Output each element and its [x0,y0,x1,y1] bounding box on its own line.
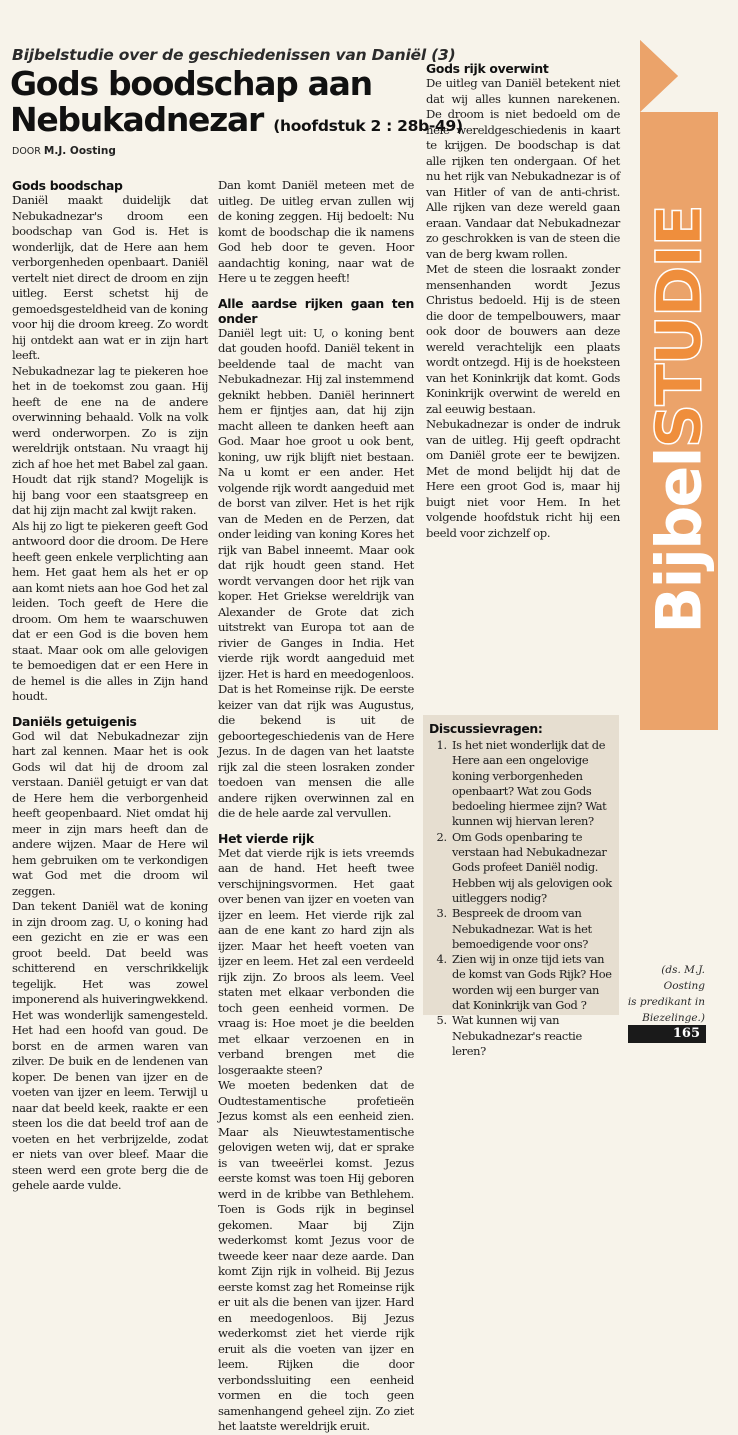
author-name: M.J. Oosting [43,145,116,157]
discussion-question: 2. Om Gods openbaring te verstaan had Nebukadnezar Gods profeet Daniël nodig. Hebben wij als gelovigen ook uitleggers nodig? [450,830,615,906]
tab-chevron-icon [640,40,718,112]
section-heading: Gods boodschap [12,178,123,193]
paragraph: Met de steen die losraakt zonder mensenhanden wordt Jezus Christus bedoeld. Hij is de steen die door de tempelbouwers, maar ook door de bouwers aan deze wereld verachtelijk een plaats wordt ontzegd. Hij is de hoeksteen van het Koninkrijk dat komt. Gods Koninkrijk overwint de wereld en zal eeuwig bestaan. [426,262,620,416]
paragraph: Dan komt Daniël meteen met de uitleg. De uitleg ervan zullen wij de koning zeggen. Hij bedoelt: Nu komt de boodschap die ik namens God heb door te geven. Hoor aandachtig koning, naar wat de Here u te zeggen heeft! [218,178,414,285]
section-heading: Daniëls getuigenis [12,713,137,729]
paragraph: Met dat vierde rijk is iets vreemds aan de hand. Het heeft twee verschijningsvormen. Het gaat over benen van ijzer en voeten van ijzer en leem. Het vierde rijk zal aan de ene kant zo hard zijn als ijzer. Maar het heeft voeten van ijzer en leem. Het zal een verdeeld rijk zijn. Zo broos als leem. Veel staten met elkaar verbonden die toch geen eenheid vormen. De vraag is: Hoe moet je die beelden met elkaar verzoenen en in verband brengen met die losgeraakte steen? [218,845,414,1077]
discussion-question: 3. Bespreek de droom van Nebukadnezar. Wat is het bemoedigende voor ons? [450,906,615,952]
paragraph: Daniël legt uit: U, o koning bent dat gouden hoofd. Daniël tekent in beeldende taal de macht van Nebukadnezar. Hij zal instemmend geknikt hebben. Daniël herinnert hem er fijntjes aan, dat hij zijn macht alleen te danken heeft aan God. Maar hoe groot u ook bent, koning, uw rijk blijft niet bestaan. Na u komt er een ander. Het volgende rijk wordt aangeduid met de borst van zilver. Het is het rijk van de Meden en de Perzen, dat onder leiding van koning Kores het rijk van Babel inneemt. Maar ook dat rijk houdt geen stand. Het wordt vervangen door het rijk van koper. Het Griekse wereldrijk van Alexander de Grote dat zich uitstrekt van Europa tot aan de rivier de Ganges in India. Het vierde rijk wordt aangeduid met ijzer. Het is hard en meedogenloos. Dat is het Romeinse rijk. De eerste keizer van dat rijk was Augustus, die bekend is uit de geboortegeschiedenis van de Here Jezus. In de dagen van het laatste rijk zal die steen losraken zonder toedoen van mensen die alle andere rijken overwinnen zal en die de hele aarde zal vervullen. [218,325,414,820]
discussion-list [429,738,615,1059]
section-heading: Gods rijk overwint [426,61,549,76]
column-2 [218,178,414,1435]
credit-line: (ds. M.J. Oosting [661,964,705,992]
paragraph: Daniël maakt duidelijk dat Nebukadnezar's droom een boodschap van God is. Het is wonderlijk, dat de Here aan hem verborgenheden openbaart. Daniël vertelt niet direct de droom en zijn uitleg. Eerst schetst hij de gemoedsgesteldheid van de koning voor hij die droom kreeg. Zo wordt hij ontdekt aan wat er in zijn hart leeft. [12,193,208,362]
chapter-reference: (hoofdstuk 2 : 28b-49) [273,117,463,135]
discussion-question: 5. Wat kunnen wij van Nebukadnezar's reactie leren? [450,1013,615,1059]
credit-line: is predikant in [627,996,705,1008]
column-1 [12,178,208,1194]
credit-line: Biezelinge.) [642,1012,705,1024]
discussion-heading: Discussievragen: [429,721,543,736]
paragraph: Als hij zo ligt te piekeren geeft God antwoord door die droom. De Here heeft geen enkele verplichting aan hem. Het gaat hem als het er op aan komt niets aan hoe God het zal leiden. Toch geeft de Here die droom. Om hem te waarschuwen dat er een God is die boven hem staat. Maar ook om alle gelovigen te bemoedigen dat er een Here in de hemel is die alles in Zijn hand houdt. [12,518,208,703]
column-3 [426,52,620,541]
title-line-2: Nebukadnezar [10,100,263,139]
tab-word-studie: STUDIE [642,206,716,449]
tab-word-bijbel: Bijbel [642,448,716,634]
discussion-box [423,715,619,1058]
byline [12,145,116,157]
section-heading: Het vierde rijk [218,830,314,846]
article-title [10,66,463,144]
paragraph: Nebukadnezar is onder de indruk van de uitleg. Hij geeft opdracht om Daniël grote eer te bewijzen. Met de mond belijdt hij dat de Here een groot God is, maar hij buigt niet voor Hem. In het volgende hoofdstuk richt hij een beeld voor zichzelf op. [426,417,620,540]
paragraph: We moeten bedenken dat de Oudtestamentische profetieën Jezus komst als een eenheid zien. Maar als Nieuwtestamentische gelovigen weten wij, dat er sprake is van tweeërlei komst. Jezus eerste komst was toen Hij geboren werd in de kribbe van Bethlehem. Toen is Gods rijk in beginsel gekomen. Maar bij Zijn wederkomst komt Jezus voor de tweede keer naar deze aarde. Dan komt Zijn rijk in volheid. Bij Jezus eerste komst zag het Romeinse rijk er uit als die benen van ijzer. Hard en meedogenloos. Bij Jezus wederkomst ziet het vierde rijk eruit als die voeten van ijzer en leem. Rijken die door verbondssluiting een eenheid vormen en die toch geen samenhangend geheel zijn. Zo ziet het laatste wereldrijk eruit. [218,1078,414,1433]
author-credit [620,962,705,1026]
byline-prefix: DOOR [12,146,41,157]
section-tab [640,40,718,730]
title-line-1: Gods boodschap aan [10,64,372,103]
page-number-bar [628,1025,706,1043]
paragraph: Nebukadnezar lag te piekeren hoe het in de toekomst zou gaan. Hij heeft de ene na de andere overwinning behaald. Volk na volk werd onderworpen. Zo is zijn wereldrijk ontstaan. Nu vraagt hij zich af hoe het met Babel zal gaan. Houdt dat rijk stand? Mogelijk is hij bang voor een staatsgreep en dat hij zijn macht zal kwijt raken. [12,363,208,517]
page-number: 165 [672,1026,700,1041]
section-heading: Alle aardse rijken gaan ten onder [218,295,414,326]
discussion-question: 4. Zien wij in onze tijd iets van de komst van Gods Rijk? Hoe worden wij een burger van dat Koninkrijk van God ? [450,952,615,1013]
discussion-question: 1. Is het niet wonderlijk dat de Here aan een ongelovige koning verborgenheden openbaart? Wat zou Gods bedoeling hiermee zijn? Wat kunnen wij hiervan leren? [450,738,615,830]
series-kicker: Bijbelstudie over de geschiedenissen van Daniël (3) [12,46,456,64]
paragraph: Dan tekent Daniël wat de koning in zijn droom zag. U, o koning had een gezicht en zie er was een groot beeld. Dat beeld was schitterend en verschrikkelijk tegelijk. Het was zowel imponerend als huiveringwekkend. Het was wonderlijk samengesteld. Het had een hoofd van goud. De borst en de armen waren van zilver. De buik en de lendenen van koper. De benen van ijzer en de voeten van ijzer en leem. Terwijl u naar dat beeld keek, raakte er een steen los die dat beeld trof aan de voeten en het verbrijzelde, zodat er niets van over bleef. Maar die steen werd een grote berg die de gehele aarde vulde. [12,899,208,1192]
section-tab-label [643,206,716,634]
paragraph: De uitleg van Daniël betekent niet dat wij alles kunnen narekenen. De droom is niet bedoeld om de hele wereldgeschiedenis in kaart te krijgen. De boodschap is dat alle rijken ten ondergaan. Of het nu het rijk van Nebukadnezar is of van Hitler of van de anti-christ. Alle rijken van deze wereld gaan eraan. Vandaar dat Nebukadnezar zo geschrokken is van de steen die van de berg kwam rollen. [426,76,620,261]
paragraph: God wil dat Nebukadnezar zijn hart zal kennen. Maar het is ook Gods wil dat hij de droom zal verstaan. Daniël getuigt er van dat de Here hem die verborgenheid heeft geopenbaard. Niet omdat hij meer in zijn mars heeft dan de andere wijzen. Maar de Here wil hem gebruiken om te verkondigen wat God met die droom wil zeggen. [12,728,208,898]
